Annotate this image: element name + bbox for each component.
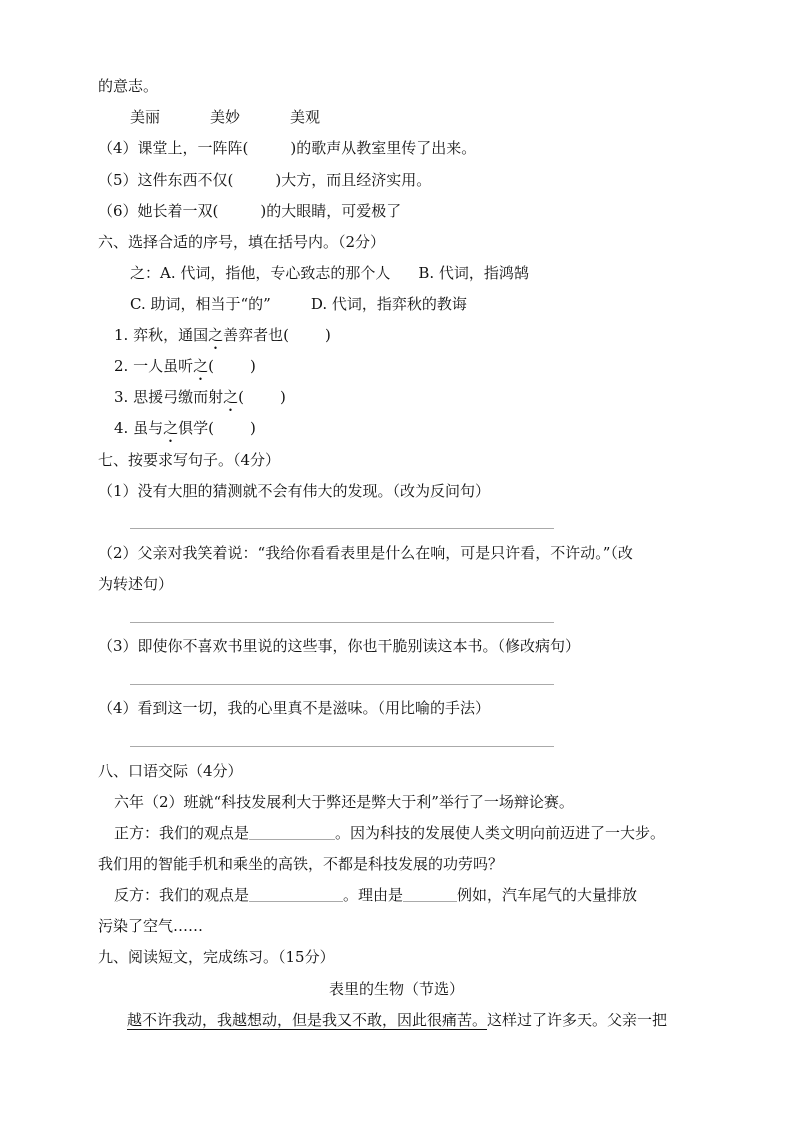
- answer-blank[interactable]: [249, 823, 335, 840]
- q-text: （5）这件东西不仅(: [98, 171, 234, 189]
- options-cd: [130, 294, 467, 314]
- con-side-cont: 污染了空气……: [98, 917, 204, 935]
- section-9-title: 九、阅读短文，完成练习。（15分）: [98, 948, 335, 966]
- underlined-sentence: 越不许我动，我越想动，但是我又不敢，因此很痛苦。: [127, 1011, 488, 1029]
- pro-side-cont: 我们用的智能手机和乘坐的高铁，不都是科技发展的功劳吗？: [98, 855, 504, 873]
- section-8-title: 八、口语交际（4分）: [98, 762, 243, 780]
- item-1: 1. 弈秋，通国之善弈者也( ): [114, 326, 331, 344]
- question-5-5: [98, 170, 431, 190]
- question-7-2: （2）父亲对我笑着说：“我给你看看表里是什么在响，可是只许看，不许动。”（改: [98, 544, 633, 562]
- question-5-6: [98, 201, 401, 221]
- q-text: )的歌声从教室里传了出来。: [290, 139, 477, 157]
- word-option: 美丽: [130, 108, 161, 126]
- question-7-1: （1）没有大胆的猜测就不会有伟大的发现。（改为反问句）: [98, 482, 491, 500]
- question-7-2-cont: 为转述句）: [98, 575, 174, 593]
- text-line: 的意志。: [98, 77, 159, 95]
- option-a: 之：A. 代词，指他，专心致志的那个人: [130, 264, 391, 282]
- con-side: 反方：我们的观点是 。理由是 例如，汽车尾气的大量排放: [114, 886, 638, 904]
- answer-blank[interactable]: [249, 885, 343, 902]
- passage-paragraph: [127, 1010, 667, 1030]
- word-option: 美妙: [210, 108, 241, 126]
- options-ab: [130, 263, 529, 283]
- item-3: 3. 思援弓缴而射之( ): [114, 388, 286, 406]
- section-6-title: 六、选择合适的序号，填在括号内。（2分）: [98, 233, 386, 251]
- option-c: C. 助词，相当于“的”: [130, 295, 271, 313]
- answer-line[interactable]: [130, 746, 554, 747]
- q-text: （4）课堂上，一阵阵(: [98, 139, 249, 157]
- word-choices: [130, 107, 320, 127]
- word-option: 美观: [290, 108, 321, 126]
- answer-line[interactable]: [130, 622, 554, 623]
- passage-title: 表里的生物（节选）: [328, 980, 464, 998]
- item-2: 2. 一人虽听之( ): [114, 357, 256, 375]
- q-text: （6）她长着一双(: [98, 202, 219, 220]
- item-4: 4. 虽与之俱学( ): [114, 419, 256, 437]
- q-text: )大方，而且经济实用。: [275, 171, 432, 189]
- q-text: )的大眼睛，可爱极了: [260, 202, 402, 220]
- question-5-4: [98, 138, 476, 158]
- debate-intro: 六年（2）班就“科技发展利大于弊还是弊大于利”举行了一场辩论赛。: [114, 793, 574, 811]
- option-b: B. 代词，指鸿鹄: [418, 264, 529, 282]
- answer-line[interactable]: [130, 528, 554, 529]
- pro-side: 正方：我们的观点是 。因为科技的发展使人类文明向前迈进了一大步。: [114, 824, 666, 842]
- question-7-4: （4）看到这一切，我的心里真不是滋味。（用比喻的手法）: [98, 699, 491, 717]
- answer-blank[interactable]: [403, 885, 457, 902]
- question-7-3: （3）即使你不喜欢书里说的这些事，你也干脆别读这本书。（修改病句）: [98, 637, 581, 655]
- answer-line[interactable]: [130, 684, 554, 685]
- section-7-title: 七、按要求写句子。（4分）: [98, 451, 281, 469]
- passage-text: 这样过了许多天。父亲一把: [487, 1011, 668, 1029]
- option-d: D. 代词，指弈秋的教诲: [310, 295, 467, 313]
